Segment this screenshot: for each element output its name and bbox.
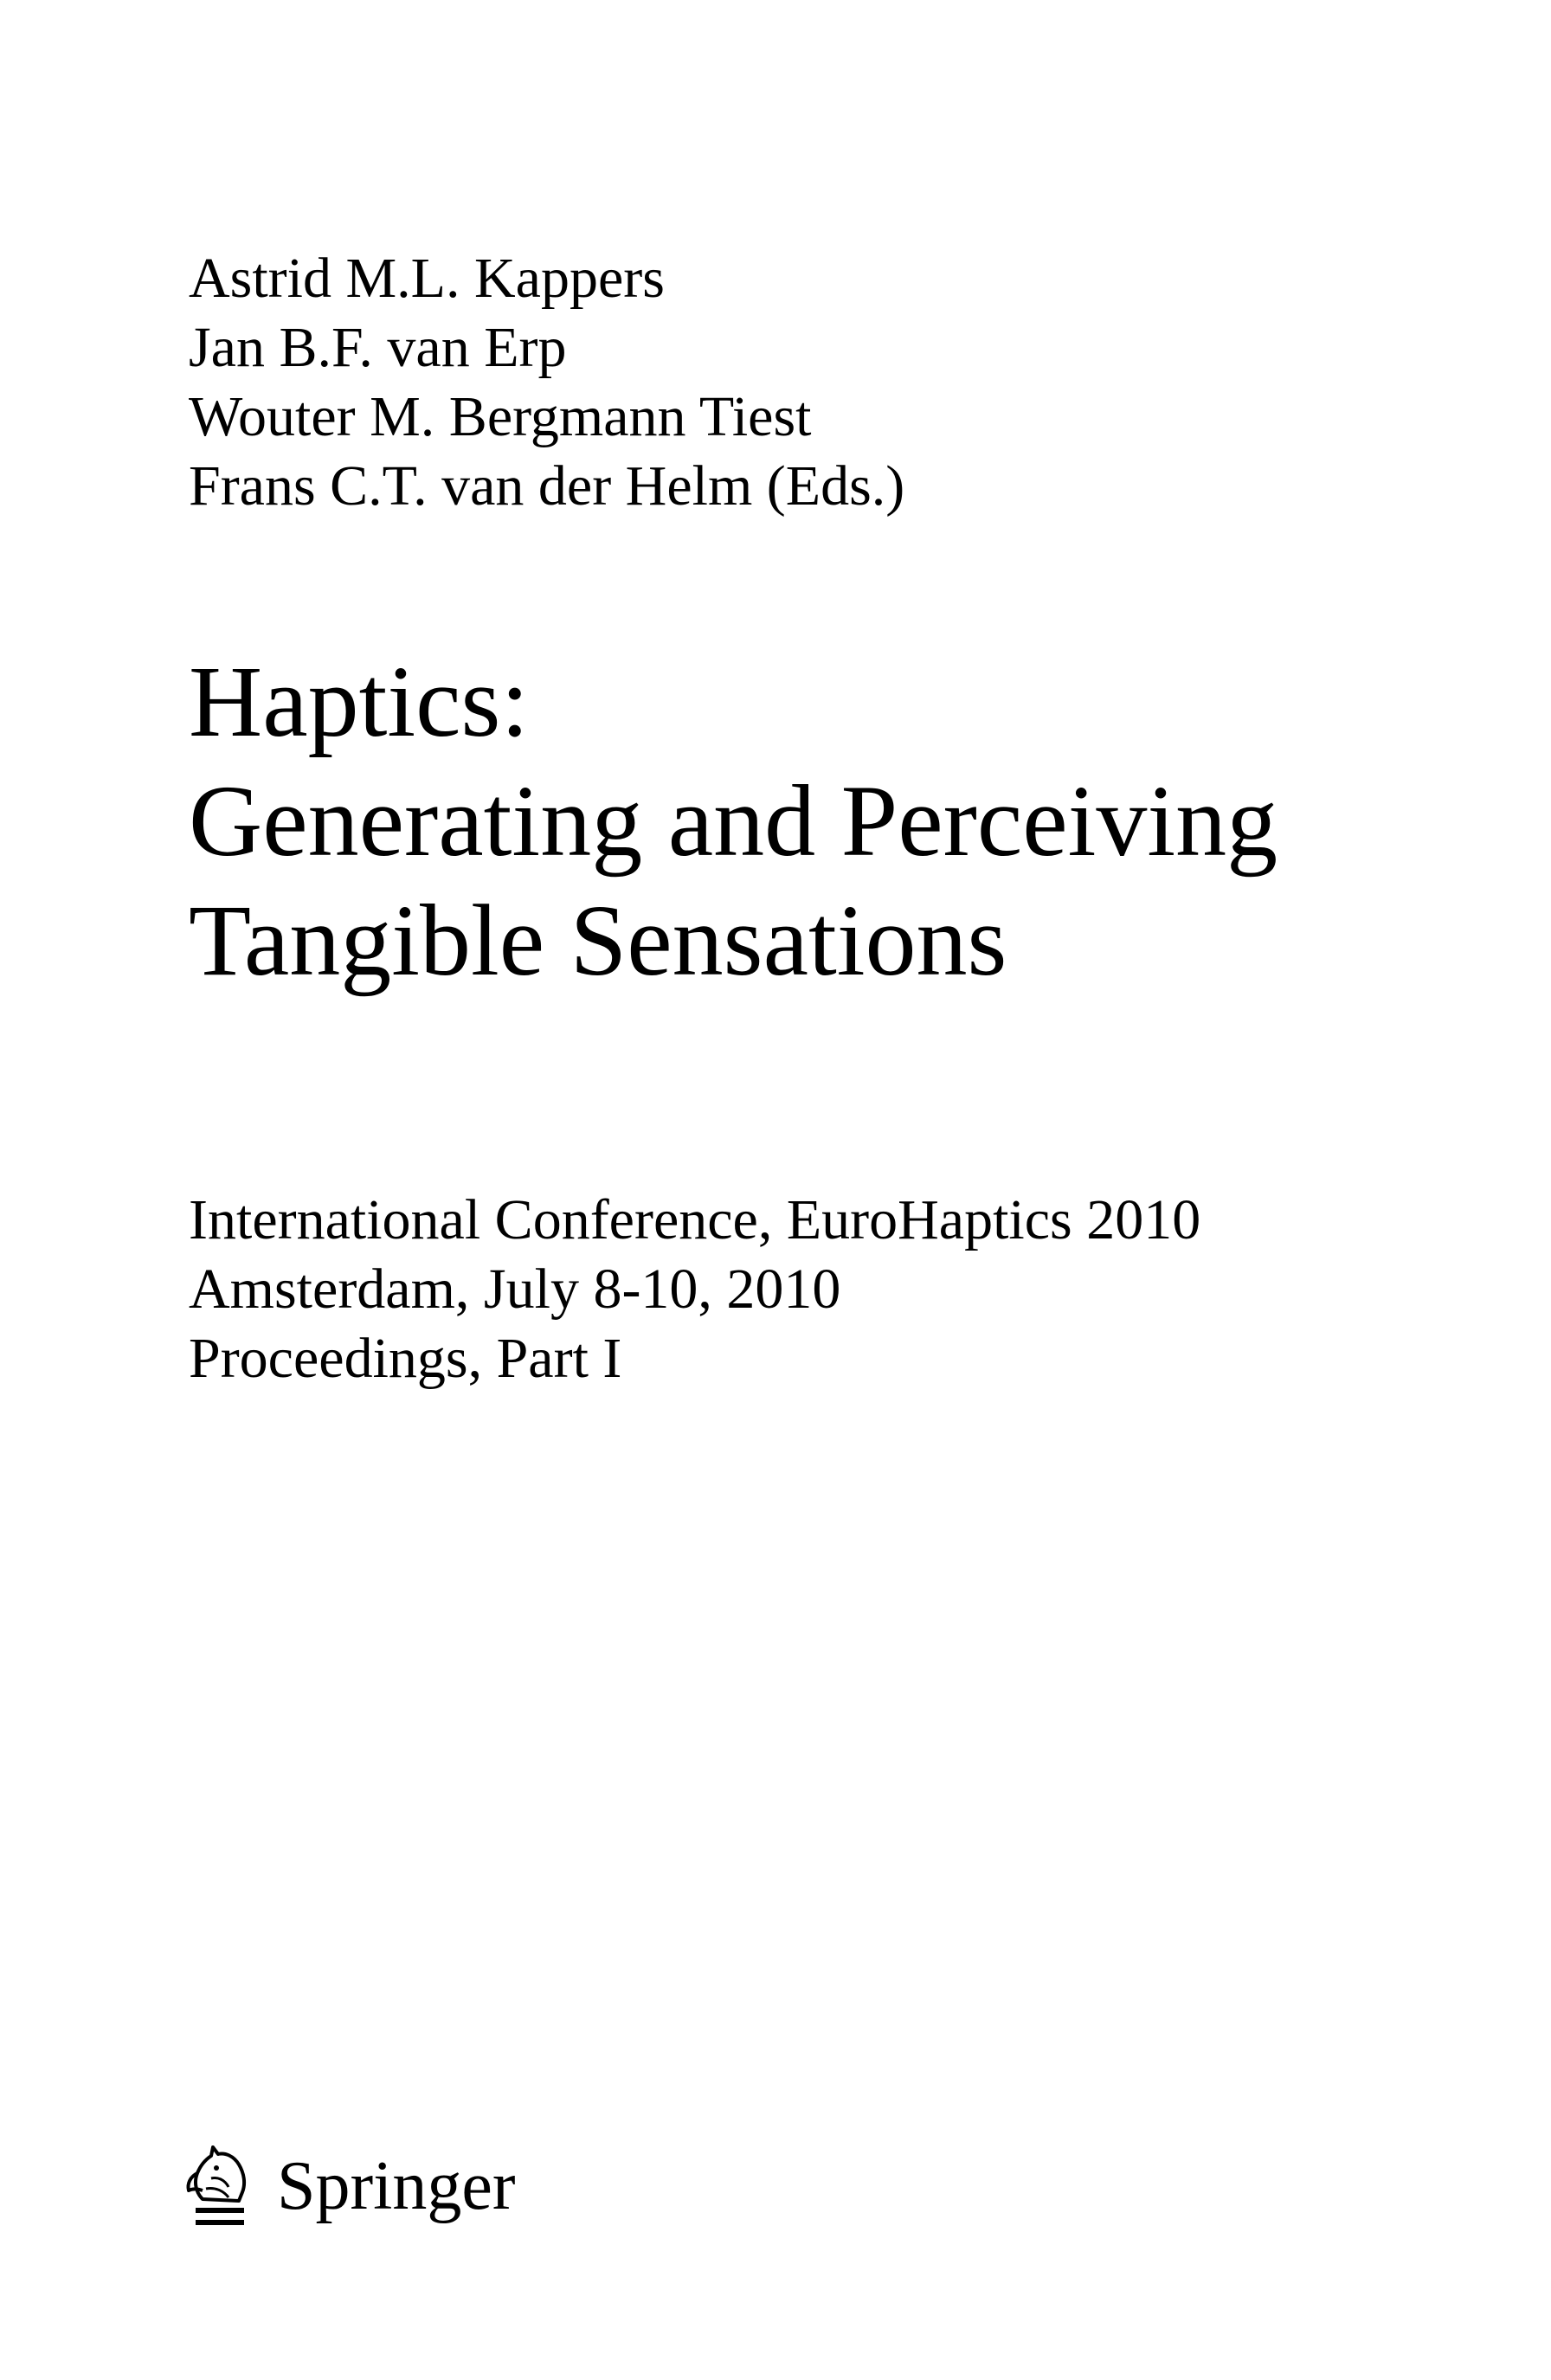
- editor-name: Astrid M.L. Kappers: [189, 247, 665, 310]
- editor-name: Frans C.T. van der Helm (Eds.): [189, 454, 905, 518]
- conference-location-date: Amsterdam, July 8-10, 2010: [189, 1258, 841, 1321]
- book-title-line: Tangible Sensations: [189, 884, 1007, 997]
- editor-name: Jan B.F. van Erp: [189, 316, 567, 379]
- book-title-line: Haptics:: [189, 645, 530, 758]
- conference-info: [189, 1186, 1200, 1393]
- chess-knight-icon: [177, 2139, 260, 2239]
- publisher-name: Springer: [277, 2148, 516, 2224]
- book-title: [189, 642, 1277, 1000]
- book-title-line: Generating and Perceiving: [189, 764, 1278, 878]
- editor-name: Wouter M. Bergmann Tiest: [189, 385, 812, 448]
- publisher-imprint: [177, 2132, 516, 2245]
- conference-name: International Conference, EuroHaptics 2010: [189, 1188, 1201, 1251]
- editor-list: [189, 244, 904, 521]
- proceedings-part: Proceedings, Part I: [189, 1327, 622, 1390]
